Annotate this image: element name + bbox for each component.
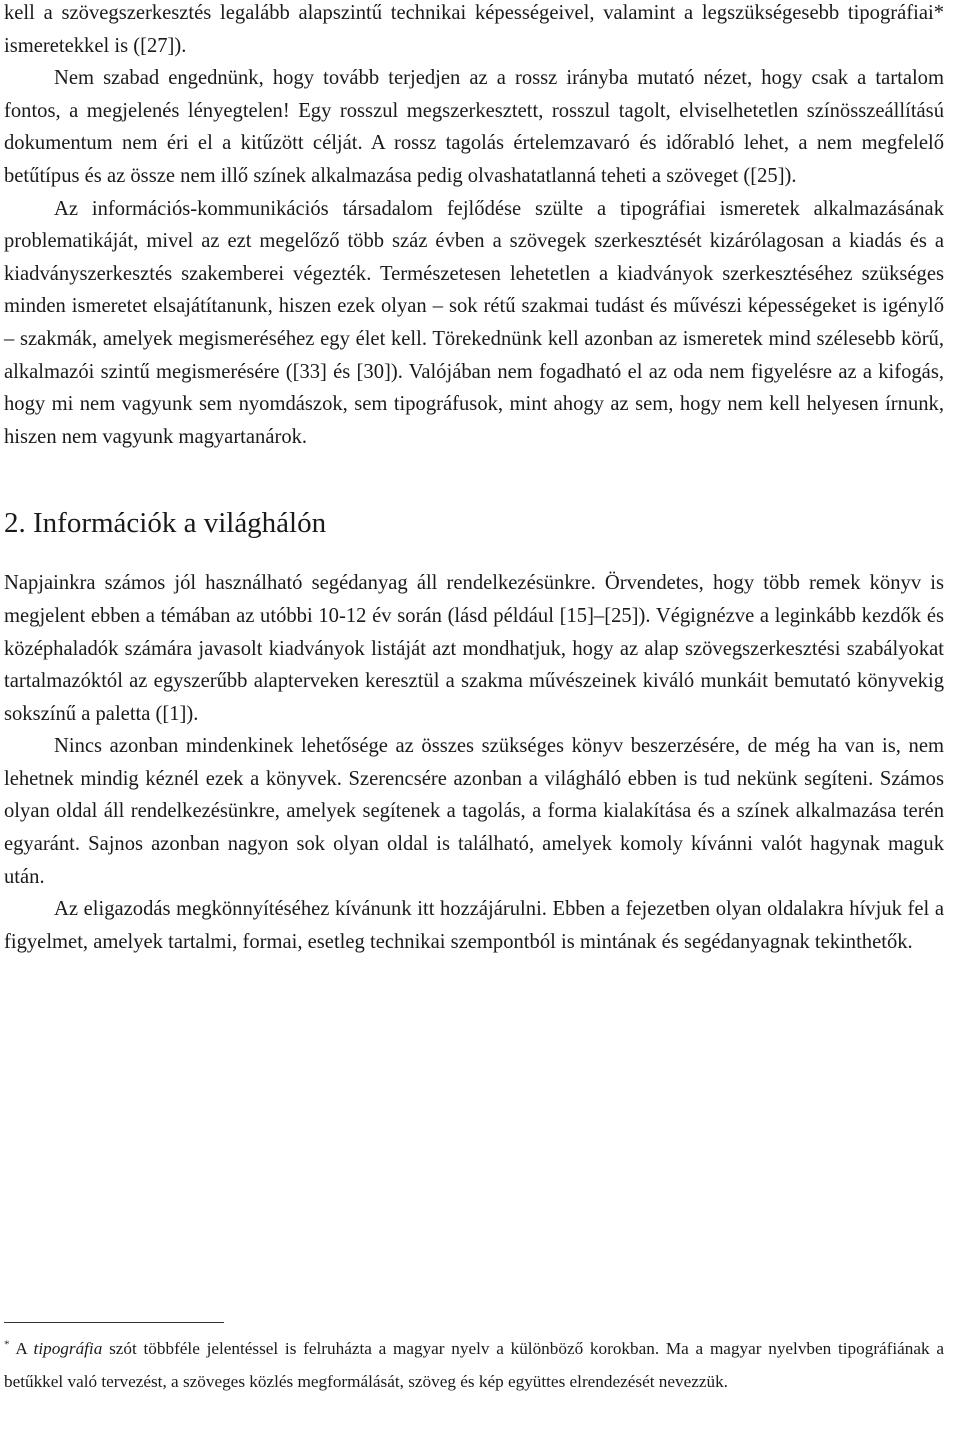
footnote-text: szót többféle jelentéssel is felruházta a magyar nyelv a különböző korokban. Ma a magyar nyelvben tipográfiának a betűkkel való tervezést, a szöveges közlés megformálását, szöveg és kép együttes elrendezését nevezzük.	[4, 1339, 945, 1391]
section-paragraph-3: Az eligazodás megkönnyítéséhez kívánunk itt hozzájárulni. Ebben a fejezetben olyan oldalakra hívjuk fel a figyelmet, amelyek tartalmi, formai, esetleg technikai szempontból is mintának és segédanyagnak tekinthetők.	[4, 898, 944, 953]
footnote	[4, 1333, 944, 1398]
footnote-lead: A	[15, 1339, 27, 1358]
body-paragraph-1: kell a szövegszerkesztés legalább alapszintű technikai képességeivel, valamint a legszükségesebb tipográfiai* ismeretekkel is ([27]).	[4, 2, 944, 57]
footnote-separator	[4, 1322, 224, 1323]
section-heading: 2. Információk a világhálón	[4, 507, 327, 540]
footnote-term: tipográfia	[33, 1339, 103, 1358]
section-paragraph-2: Nincs azonban mindenkinek lehetősége az összes szükséges könyv beszerzésére, de még ha van is, nem lehetnek mindig kéznél ezek a könyvek. Szerencsére azonban a világháló ebben is tud nekünk segíteni. Számos olyan oldal áll rendelkezésünkre, amelyek segítenek a tagolás, a forma kialakítása és a színek alkalmazása terén egyaránt. Sajnos azonban nagyon sok olyan oldal is található, amelyek komoly kívánni valót hagynak maguk után.	[4, 735, 944, 888]
section-paragraph-1: Napjainkra számos jól használható segédanyag áll rendelkezésünkre. Örvendetes, hogy több remek könyv is megjelent ebben a témában az utóbbi 10-12 év során (lásd például [15]–[25]). Végignézve a leginkább kezdők és középhaladók számára javasolt kiadványok listáját azt mondhatjuk, hogy az alap szövegszerkesztési szabályokat tartalmazóktól az egyszerűbb alapterveken keresztül a szakma művészeinek kiváló munkáit bemutató könyvekig sokszínű a paletta ([1]).	[4, 572, 944, 725]
document-page	[4, 0, 944, 958]
body-paragraph-3: Az információs-kommunikációs társadalom fejlődése szülte a tipográfiai ismeretek alkalmazásának problematikáját, mivel az ezt megelőző több száz évben a szövegek szerkesztését kizárólagosan a kiadás és a kiadványszerkesztés szakemberei végezték. Természetesen lehetetlen a kiadványok szerkesztéséhez szükséges minden ismeretet elsajátítanunk, hiszen ezek olyan – sok rétű szakmai tudást és művészi képességeket is igénylő – szakmák, amelyek megismeréséhez egy élet kell. Törekednünk kell azonban az ismeretek mind szélesebb körű, alkalmazói szintű megismerésére ([33] és [30]). Valójában nem fogadható el az oda nem figyelésre az a kifogás, hogy mi nem vagyunk sem nyomdászok, sem tipográfusok, mint ahogy az sem, hogy nem kell helyesen írnunk, hiszen nem vagyunk magyartanárok.	[4, 197, 944, 448]
footnote-mark: *	[4, 1338, 10, 1351]
body-paragraph-2: Nem szabad engednünk, hogy tovább terjedjen az a rossz irányba mutató nézet, hogy csak a tartalom fontos, a megjelenés lényegtelen! Egy rosszul megszerkesztett, rosszul tagolt, elviselhetetlen színösszeállítású dokumentum nem éri el a kitűzött célját. A rossz tagolás értelemzavaró és időrabló lehet, a nem megfelelő betűtípus és az össze nem illő színek alkalmazása pedig olvashatatlanná teheti a szöveget ([25]).	[4, 67, 944, 187]
